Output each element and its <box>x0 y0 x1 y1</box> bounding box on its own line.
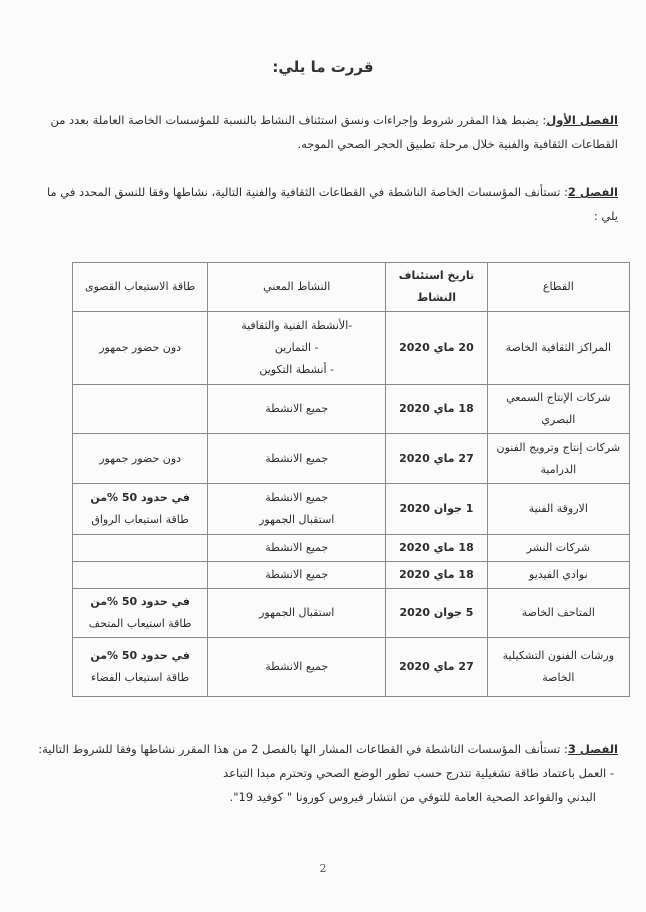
cell-date: 27 ماي 2020 <box>386 638 488 697</box>
chapter-1-paragraph <box>33 108 618 156</box>
cell-capacity <box>73 434 208 484</box>
cell-sector: المراكز الثقافية الخاصة <box>487 312 629 385</box>
chapter-3-text: : تستأنف المؤسسات الناشطة في القطاعات المشار الها بالفصل 2 من هذا المقرر نشاطها وفقا للشروط التالية: <box>38 742 568 756</box>
table-header-row <box>73 263 630 312</box>
cell-sector: نوادي الفيديو <box>487 562 629 589</box>
cell-activity <box>208 484 386 535</box>
cell-activity <box>208 385 386 434</box>
decision-heading: قررت ما يلي: <box>272 58 374 76</box>
cell-capacity <box>73 484 208 535</box>
activity-line: جميع الانشطة <box>265 491 329 504</box>
cell-capacity <box>73 562 208 589</box>
capacity-line: في حدود 50 %من <box>90 649 190 662</box>
header-capacity: طاقة الاستيعاب القصوى <box>73 263 208 312</box>
header-sector: القطاع <box>487 263 629 312</box>
bullet-line-2: البدني والقواعد الصحية العامة للتوقي من انتشار فيروس كورونا " كوفيد 19". <box>229 790 596 804</box>
capacity-line: في حدود 50 %من <box>90 491 190 504</box>
table-row <box>73 434 630 484</box>
cell-capacity <box>73 638 208 697</box>
bullet-item <box>33 761 618 809</box>
table-row <box>73 638 630 697</box>
cell-date: 18 ماي 2020 <box>386 562 488 589</box>
activity-line: جميع الانشطة <box>265 660 329 673</box>
table-row <box>73 484 630 535</box>
page-number: 2 <box>319 862 327 875</box>
cell-date: 18 ماي 2020 <box>386 535 488 562</box>
capacity-line: دون حضور جمهور <box>99 451 182 465</box>
bullet-marker: - <box>609 766 614 780</box>
activity-line: -الأنشطة الفنية والثقافية <box>241 319 353 332</box>
activity-line: - أنشطة التكوين <box>259 363 335 376</box>
activity-line: - التمارين <box>274 341 319 354</box>
capacity-line: طاقة استيعاب المتحف <box>88 617 192 630</box>
activity-line: جميع الانشطة <box>265 568 329 581</box>
cell-date: 5 جوان 2020 <box>386 589 488 638</box>
capacity-line: طاقة استيعاب الفضاء <box>91 671 190 684</box>
chapter-1-text: : يضبط هذا المقرر شروط وإجراءات ونسق استئناف النشاط بالنسبة للمؤسسات الخاصة العاملة بعدد من القطاعات الثقافية والفنية خلال مرحلة تطبيق الحجر الصحي الموجه. <box>50 113 618 151</box>
table-row <box>73 589 630 638</box>
table-row <box>73 312 630 385</box>
table-row <box>73 385 630 434</box>
cell-capacity <box>73 385 208 434</box>
cell-capacity <box>73 535 208 562</box>
bullet-line-1: العمل باعتماد طاقة تشغيلية تتدرج حسب تطور الوضع الصحي وتحترم مبدا التباعد <box>223 766 607 780</box>
cell-sector: شركات النشر <box>487 535 629 562</box>
cell-date: 18 ماي 2020 <box>386 385 488 434</box>
chapter-2-text: : تستأنف المؤسسات الخاصة الناشطة في القطاعات الثقافية والفنية التالية، نشاطها وفقا للنسق المحدد في ما يلي : <box>46 185 618 223</box>
chapter-1-label: الفصل الأول <box>546 113 618 127</box>
cell-activity <box>208 434 386 484</box>
header-activity: النشاط المعني <box>208 263 386 312</box>
cell-activity <box>208 312 386 385</box>
table-row <box>73 562 630 589</box>
cell-sector: المتاحف الخاصة <box>487 589 629 638</box>
cell-activity <box>208 535 386 562</box>
cell-sector: شركات إنتاج وترويج الفنون الدرامية <box>487 434 629 484</box>
capacity-line: في حدود 50 %من <box>90 595 190 608</box>
chapter-2-paragraph <box>33 180 618 228</box>
cell-date: 20 ماي 2020 <box>386 312 488 385</box>
cell-activity <box>208 562 386 589</box>
chapter-3-paragraph <box>33 737 618 809</box>
activity-line: جميع الانشطة <box>265 451 329 465</box>
cell-sector: شركات الإنتاج السمعي البصري <box>487 385 629 434</box>
capacity-line: طاقة استيعاب الرواق <box>91 513 189 526</box>
capacity-line: دون حضور جمهور <box>99 341 182 354</box>
activity-line: استقبال الجمهور <box>259 606 335 619</box>
activity-line: استقبال الجمهور <box>259 513 335 526</box>
header-date: تاريخ استئناف النشاط <box>386 263 488 312</box>
activity-line: جميع الانشطة <box>265 541 329 554</box>
activity-line: جميع الانشطة <box>265 402 329 415</box>
table-row <box>73 535 630 562</box>
cell-activity <box>208 589 386 638</box>
cell-activity <box>208 638 386 697</box>
cell-date: 1 جوان 2020 <box>386 484 488 535</box>
cell-capacity <box>73 589 208 638</box>
cell-capacity <box>73 312 208 385</box>
chapter-3-label: الفصل 3 <box>567 742 618 756</box>
cell-sector: الاروقة الفنية <box>487 484 629 535</box>
chapter-2-label: الفصل 2 <box>567 185 618 199</box>
sectors-resumption-table <box>72 262 630 697</box>
cell-sector: ورشات الفنون التشكيلية الخاصة <box>487 638 629 697</box>
cell-date: 27 ماي 2020 <box>386 434 488 484</box>
